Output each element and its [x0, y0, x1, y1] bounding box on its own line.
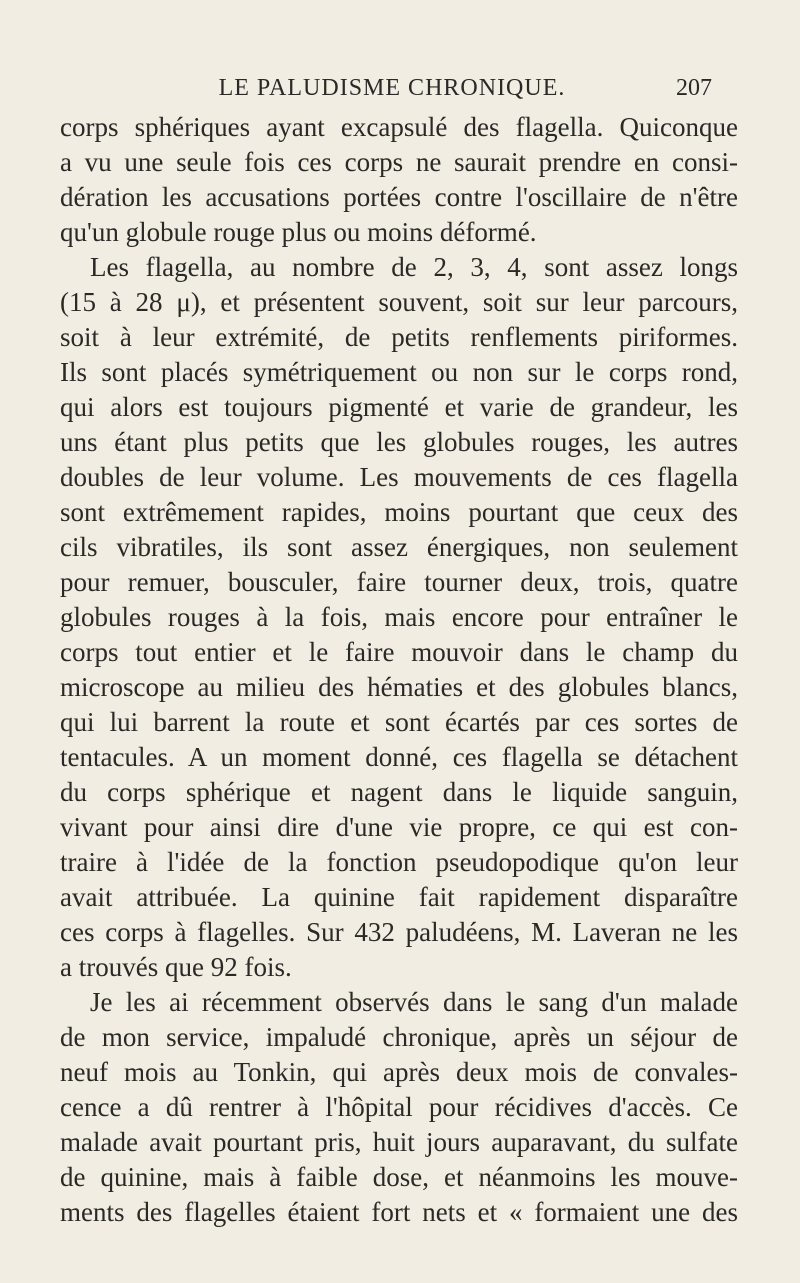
- text-line: globules rouges à la fois, mais encore pour entraîner le: [60, 602, 738, 632]
- text-line: neuf mois au Tonkin, qui après deux mois de convales-: [60, 1057, 738, 1087]
- text-line: uns étant plus petits que les globules rouges, les autres: [60, 427, 738, 457]
- text-line: de mon service, impaludé chronique, après un séjour de: [60, 1022, 738, 1052]
- text-line: (15 à 28 μ), et présentent souvent, soit sur leur parcours,: [60, 287, 738, 317]
- text-line: corps tout entier et le faire mouvoir dans le champ du: [60, 637, 738, 667]
- text-line: traire à l'idée de la fonction pseudopodique qu'on leur: [60, 847, 738, 877]
- text-line: qu'un globule rouge plus ou moins déformé.: [60, 217, 537, 247]
- text-line: dération les accusations portées contre l'oscillaire de n'être: [60, 182, 738, 212]
- text-line: cils vibratiles, ils sont assez énergiques, non seulement: [60, 532, 738, 562]
- text-line: pour remuer, bousculer, faire tourner deux, trois, quatre: [60, 567, 738, 597]
- text-line: malade avait pourtant pris, huit jours auparavant, du sulfate: [60, 1127, 738, 1157]
- running-head: [72, 75, 712, 109]
- text-line: de quinine, mais à faible dose, et néanmoins les mouve-: [60, 1162, 738, 1192]
- running-title: LE PALUDISME CHRONIQUE.: [218, 75, 566, 101]
- body-text: [60, 110, 738, 1230]
- text-line: corps sphériques ayant excapsulé des flagella. Quiconque: [60, 112, 738, 142]
- text-line: ments des flagelles étaient fort nets et « formaient une des: [60, 1197, 738, 1227]
- text-line: du corps sphérique et nagent dans le liquide sanguin,: [60, 777, 738, 807]
- text-line: Les flagella, au nombre de 2, 3, 4, sont assez longs: [90, 252, 738, 282]
- text-line: cence a dû rentrer à l'hôpital pour récidives d'accès. Ce: [60, 1092, 738, 1122]
- text-line: a vu une seule fois ces corps ne saurait prendre en consi-: [60, 147, 738, 177]
- text-line: soit à leur extrémité, de petits renflements piriformes.: [60, 322, 738, 352]
- text-line: ces corps à flagelles. Sur 432 paludéens, M. Laveran ne les: [60, 917, 738, 947]
- text-line: doubles de leur volume. Les mouvements de ces flagella: [60, 462, 738, 492]
- text-line: microscope au milieu des hématies et des globules blancs,: [60, 672, 738, 702]
- text-line: Ils sont placés symétriquement ou non sur le corps rond,: [60, 357, 738, 387]
- text-line: sont extrêmement rapides, moins pourtant que ceux des: [60, 497, 738, 527]
- text-line: a trouvés que 92 fois.: [60, 952, 292, 982]
- text-line: Je les ai récemment observés dans le sang d'un malade: [90, 987, 738, 1017]
- page-number: 207: [676, 75, 712, 101]
- text-line: avait attribuée. La quinine fait rapidement disparaître: [60, 882, 738, 912]
- text-line: qui alors est toujours pigmenté et varie de grandeur, les: [60, 392, 738, 422]
- text-line: tentacules. A un moment donné, ces flagella se détachent: [60, 742, 738, 772]
- text-line: qui lui barrent la route et sont écartés par ces sortes de: [60, 707, 738, 737]
- text-line: vivant pour ainsi dire d'une vie propre, ce qui est con-: [60, 812, 738, 842]
